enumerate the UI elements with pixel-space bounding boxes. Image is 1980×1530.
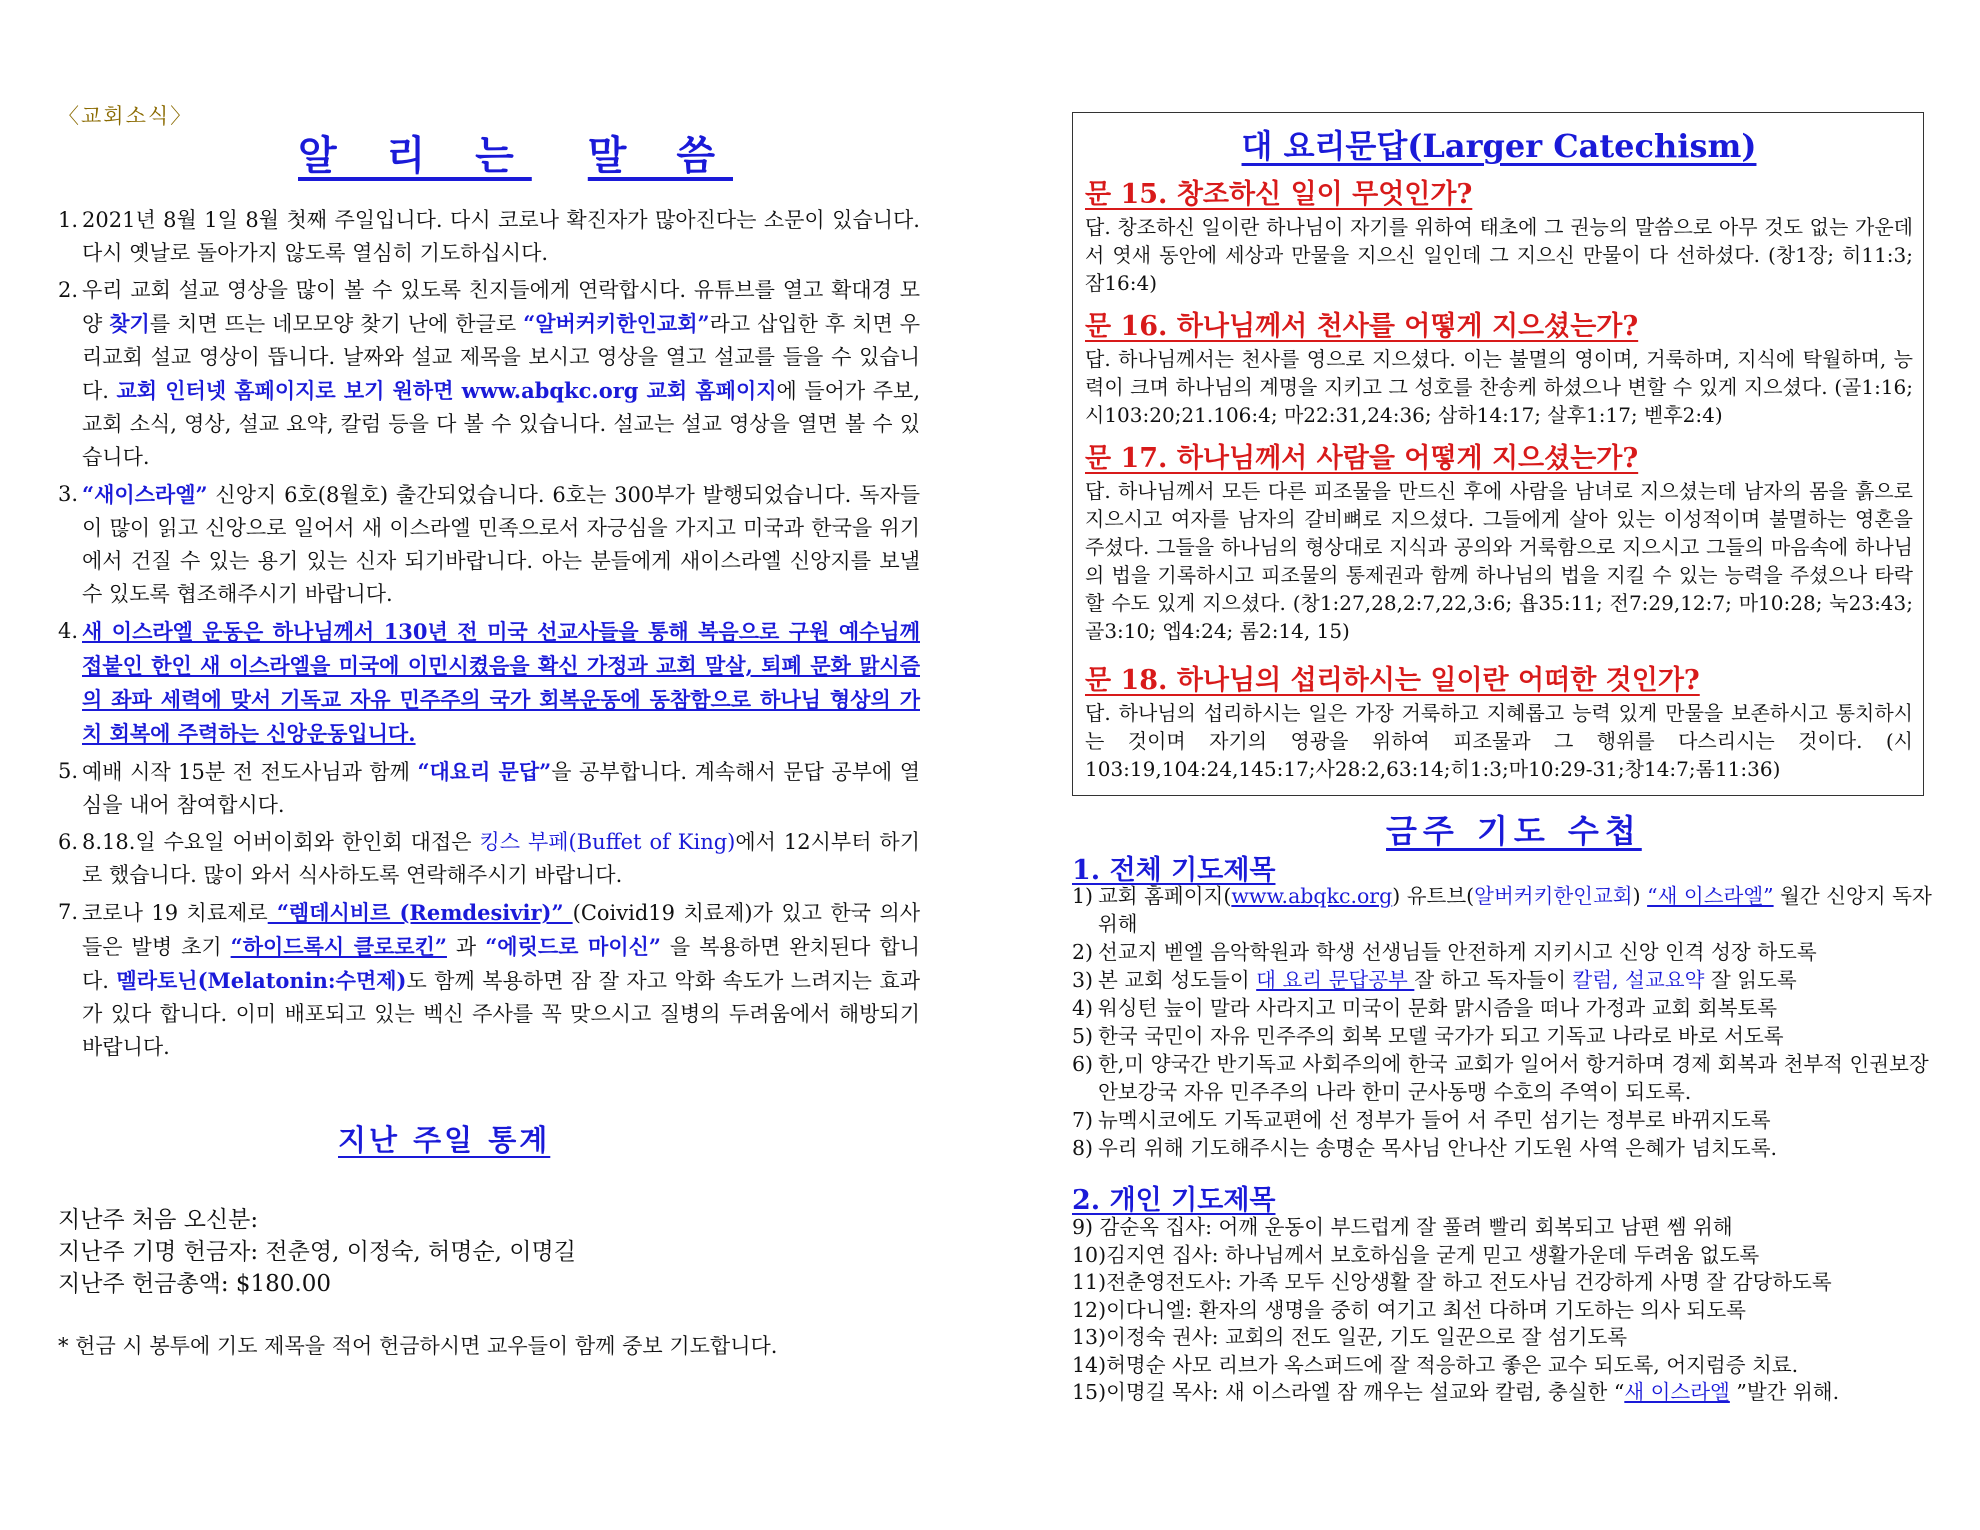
notice-item (58, 826, 920, 892)
notice-text: 도 함께 복용하면 잠 잘 자고 악화 속도가 느려지는 효과가 있다 합니다. 이미 배포되고 있는 벡신 주사를 꼭 맞으시고 질병의 두려움에서 해방되기 바랍니다. (82, 969, 920, 1059)
item-number: 6) (1072, 1052, 1094, 1076)
notice-item (58, 274, 920, 474)
list-item (1072, 1379, 1932, 1407)
general-prayer-list (1072, 882, 1932, 1162)
catechism-answer: 답. 하나님께서는 천사를 영으로 지으셨다. 이는 불멸의 영이며, 거룩하며, 지식에 탁월하며, 능력이 크며 하나님의 계명을 지키고 그 성호를 찬송케 하셨으나 변할 수 있게 지으셨다. (골1:16; 시103:20;21.106:4; 마22:31,24:36; 삼하14:17; 살후1:17; 벧후2:4) (1085, 347, 1913, 427)
list-item (1072, 1134, 1932, 1162)
item-text: 교회 홈페이지( (1098, 884, 1232, 908)
notice-number: 6. (58, 830, 79, 854)
stats-first-visitors: 지난주 처음 오신분: (58, 1207, 259, 1233)
notice-item (58, 615, 920, 751)
notice-number: 7. (58, 900, 79, 924)
notice-highlight: “새이스라엘” (82, 482, 208, 507)
homepage-link[interactable]: www.abqkc.org (1231, 884, 1393, 908)
item-text: ”발간 위해. (1729, 1380, 1840, 1404)
notice-text: 2021년 8월 1일 8월 첫째 주일입니다. 다시 코로나 확진자가 많아진다는 소문이 있습니다. 다시 옛날로 돌아가지 않도록 열심히 기도하십시다. (82, 208, 920, 265)
list-item: 13)이정숙 권사: 교회의 전도 일꾼, 기도 일꾼으로 잘 섬기도록 (1072, 1325, 1628, 1349)
list-item (1072, 966, 1932, 994)
list-item (1072, 1050, 1932, 1106)
list-item: 12)이다니엘: 환자의 생명을 중히 여기고 최선 다하며 기도하는 의사 되도록 (1072, 1297, 1746, 1322)
item-text: ) 유트브( (1392, 884, 1475, 908)
catechism-question: 문 15. 창조하신 일이 무엇인가? (1085, 179, 1473, 210)
list-item: 11)전춘영전도사: 가족 모두 신앙생활 잘 하고 전도사님 건강하게 사명 잘 감당하도록 (1072, 1270, 1832, 1294)
item-text: 잘 읽도록 (1704, 968, 1797, 992)
notice-text: 를 치면 뜨는 네모모양 찾기 난에 한글로 (149, 312, 524, 336)
catechism-answer: 답. 창조하신 일이란 하나님이 자기를 위하여 태초에 그 권능의 말씀으로 아무 것도 없는 가운데서 엿새 동안에 세상과 만물을 지으신 일인데 그 지으신 만물이 다 선하셨다. (창1장; 히11:3; 잠16:4) (1085, 215, 1913, 295)
notice-number: 4. (58, 619, 79, 643)
list-item (1072, 1022, 1932, 1050)
notice-highlight: “에릿드로 마이신” (485, 934, 661, 959)
section-title-general: 1. 전체 기도제목 (1072, 855, 1276, 886)
item-number: 8) (1072, 1136, 1094, 1160)
stats-donors: 지난주 기명 헌금자: 전춘영, 이정숙, 허명순, 이명길 (58, 1239, 576, 1265)
section-title-personal: 2. 개인 기도제목 (1072, 1185, 1276, 1216)
item-highlight: 칼럼, 설교요약 (1572, 968, 1705, 992)
personal-prayer-list (1072, 1214, 1932, 1407)
prayer-title: 금주 기도 수첩 (1386, 812, 1642, 850)
item-text: 15)이명길 목사: 새 이스라엘 잠 깨우는 설교와 칼럼, 충실한 “ (1072, 1380, 1625, 1404)
item-text: 본 교회 성도들이 (1098, 968, 1257, 992)
notice-highlight: “렘데시비르 (Remdesivir)” (267, 900, 573, 925)
catechism-title: 대 요리문답(Larger Catechism) (1241, 127, 1757, 165)
offering-note: * 헌금 시 봉투에 기도 제목을 적어 헌금하시면 교우들이 함께 중보 기도합니다. (58, 1334, 778, 1358)
item-highlight: 새 이스라엘 (1624, 1380, 1730, 1404)
catechism-qa (1085, 663, 1913, 783)
notice-text: 새 이스라엘 운동은 하나님께서 130년 전 미국 선교사들을 통해 복음으로 구원 예수님께 접붙인 한인 새 이스라엘을 미국에 이민시켰음을 확신 가정과 교회 말살, 퇴폐 문화 맑시즘의 좌파 세력에 맞서 기독교 자유 민주주의 국가 회복운동에 동참함으로 하나님 형상의 가치 회복에 주력하는 신앙운동입니다. (82, 619, 920, 746)
section-tag: 〈교회소식〉 (58, 104, 194, 128)
catechism-question: 문 17. 하나님께서 사람을 어떻게 지으셨는가? (1085, 443, 1639, 474)
list-item: 9) 감순옥 집사: 어깨 운동이 부드럽게 잘 풀려 빨리 회복되고 남편 쎔 위해 (1072, 1215, 1733, 1239)
stats-list (58, 1204, 576, 1300)
notice-text: 예배 시작 15분 전 전도사님과 함께 (82, 760, 418, 784)
item-highlight: 알버커키한인교회 (1474, 884, 1633, 908)
list-item (1072, 882, 1932, 938)
notice-item (58, 896, 920, 1064)
notice-highlight: 찾기 (109, 311, 150, 336)
list-item (1072, 1106, 1932, 1134)
notice-text: 을 복용하면 완치된다 합니다. (82, 935, 920, 993)
notice-item (58, 478, 920, 611)
item-text: 한,미 양국간 반기독교 사회주의에 한국 교회가 일어서 항거하며 경제 회복과 천부적 인권보장 안보강국 자유 민주주의 나라 한미 군사동맹 수호의 주역이 되도록. (1098, 1052, 1929, 1104)
notice-item (58, 204, 920, 270)
stats-total: 지난주 헌금총액: $180.00 (58, 1271, 332, 1297)
notice-text: 과 (446, 935, 486, 959)
notice-text: (Coivid19 치료제)가 있고 한국 의사들은 발병 초기 (82, 901, 921, 959)
item-text: ) (1632, 884, 1648, 908)
item-text: 선교지 벧엘 음악학원과 학생 선생님들 안전하게 지키시고 신앙 인격 성장 하도록 (1098, 940, 1817, 964)
list-item (1072, 994, 1932, 1022)
catechism-question: 문 16. 하나님께서 천사를 어떻게 지으셨는가? (1085, 311, 1639, 342)
item-text: 뉴멕시코에도 기독교편에 선 정부가 들어 서 주민 섬기는 정부로 바뀌지도록 (1098, 1108, 1771, 1132)
notice-highlight: 멜라토닌(Melatonin:수면제) (116, 968, 407, 993)
homepage-link[interactable]: 교회 인터넷 홈페이지로 보기 원하면 www.abqkc.org 교회 홈페이지 (116, 378, 777, 403)
list-item: 14)허명순 사모 리브가 옥스퍼드에 잘 적응하고 좋은 교수 되도록, 어지럼증 치료. (1072, 1352, 1799, 1377)
notice-text: 코로나 19 치료제로 (82, 901, 268, 925)
catechism-answer: 답. 하나님께서 모든 다른 피조물을 만드신 후에 사람을 남녀로 지으셨는데 남자의 몸을 흙으로 지으시고 여자를 남자의 갈비뼈로 지으셨다. 그들에게 살아 있는 이성적이며 불멸하는 영혼을 주셨다. 그들을 하나님의 형상대로 지식과 공의와 거룩함으로 지으시고 그들의 마음속에 하나님의 법을 기록하시고 피조물의 통제권과 함께 하나님의 법을 지킬 수 있는 능력을 주셨으나 타락할 수도 있게 지으셨다. (창1:27,28,2:7,22,3:6; 욥35:11; 전7:29,12:7; 마10:28; 눅23:43; 골3:10; 엡4:24; 롬2:14, 15) (1085, 479, 1913, 643)
catechism-qa (1085, 177, 1913, 297)
notice-highlight: 킹스 부페(Buffet of King) (479, 830, 736, 854)
item-highlight: 대 요리 문답공부 (1256, 968, 1415, 992)
item-text: 우리 위해 기도해주시는 송명순 목사님 안나산 기도원 사역 은혜가 넘치도록. (1098, 1136, 1778, 1160)
stats-title: 지난 주일 통계 (338, 1123, 551, 1157)
notice-text: 을 공부합니다. 계속해서 문답 공부에 열심을 내어 참여합시다. (82, 760, 920, 817)
item-number: 4) (1072, 996, 1094, 1020)
catechism-question: 문 18. 하나님의 섭리하시는 일이란 어떠한 것인가? (1085, 665, 1700, 696)
page-title (298, 124, 733, 181)
item-number: 2) (1072, 940, 1094, 964)
item-number: 3) (1072, 968, 1094, 992)
catechism-qa (1085, 309, 1913, 429)
notice-text: 에 들어가 주보, 교회 소식, 영상, 설교 요약, 칼럼 등을 다 볼 수 있습니다. 설교는 설교 영상을 열면 볼 수 있습니다. (82, 379, 920, 469)
list-item: 10)김지연 집사: 하나님께서 보호하심을 굳게 믿고 생활가운데 두려움 없도록 (1072, 1242, 1760, 1267)
page-title-part2: 말 씀 (587, 132, 733, 179)
notice-text: 라고 삽입한 후 치면 우리교회 설교 영상이 뜹니다. 날짜와 설교 제목을 보시고 영상을 열고 설교를 들을 수 있습니다. (82, 312, 920, 403)
catechism-answer: 답. 하나님의 섭리하시는 일은 가장 거룩하고 지혜롭고 능력 있게 만물을 보존하시고 통치하시는 것이며 자기의 영광을 위하여 피조물과 그 행위를 다스리시는 것이다. (시103:19,104:24,145:17;사28:2,63:14;히1:3;마10:29-31;창14:7;롬11:36) (1085, 701, 1913, 781)
notice-text: 신앙지 6호(8월호) 출간되었습니다. 6호는 300부가 발행되었습니다. 독자들이 많이 읽고 신앙으로 일어서 새 이스라엘 민족으로서 자긍심을 가지고 미국과 한국을 위기에서 건질 수 있는 용기 있는 신자 되기바랍니다. 아는 분들에게 새이스라엘 신앙지를 보낼 수 있도록 협조해주시기 바랍니다. (82, 483, 920, 606)
notice-number: 1. (58, 208, 79, 232)
notice-highlight: “대요리 문답” (417, 759, 552, 784)
notice-number: 3. (58, 482, 79, 506)
notice-list (58, 204, 920, 1068)
item-highlight: “새 이스라엘” (1647, 884, 1774, 908)
notice-highlight: “하이드록시 클로로킨” (230, 934, 447, 959)
item-text: 한국 국민이 자유 민주주의 회복 모델 국가가 되고 기독교 나라로 바로 서도록 (1098, 1024, 1784, 1048)
notice-text: 8.18.일 수요일 어버이회와 한인회 대접은 (82, 830, 480, 854)
list-item (1072, 938, 1932, 966)
item-number: 5) (1072, 1024, 1094, 1048)
catechism-qa (1085, 441, 1913, 645)
item-text: 잘 하고 독자들이 (1414, 968, 1573, 992)
item-number: 1) (1072, 884, 1094, 908)
item-text: 월간 신앙지 독자 위해 (1098, 884, 1932, 936)
page-title-part1: 알 리 는 (298, 132, 532, 179)
notice-item (58, 755, 920, 822)
item-text: 워싱턴 늪이 말라 사라지고 미국이 문화 맑시즘을 떠나 가정과 교회 회복토록 (1098, 996, 1778, 1020)
catechism-box (1072, 112, 1924, 796)
item-number: 7) (1072, 1108, 1094, 1132)
notice-text: 우리 교회 설교 영상을 많이 볼 수 있도록 친지들에게 연락합시다. 유튜브를 열고 확대경 모양 (82, 278, 920, 336)
notice-number: 2. (58, 278, 79, 302)
notice-number: 5. (58, 759, 79, 783)
notice-highlight: “알버커키한인교회” (523, 311, 710, 336)
notice-text: 에서 12시부터 하기로 했습니다. 많이 와서 식사하도록 연락해주시기 바랍니다. (82, 830, 920, 887)
